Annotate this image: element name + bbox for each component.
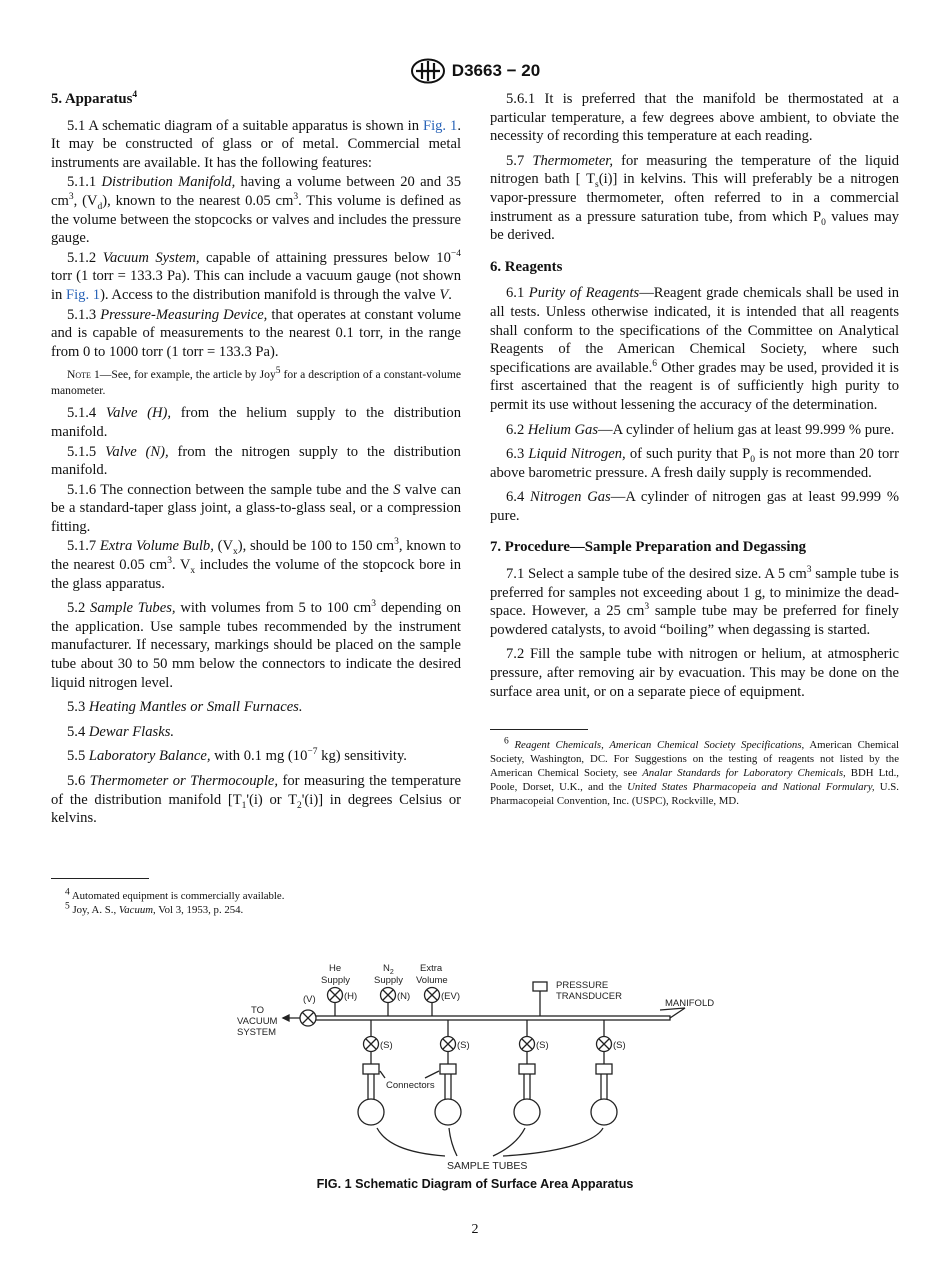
svg-text:He: He (329, 963, 342, 974)
right-column (490, 90, 899, 808)
note-1: Note 1—See, for example, the article by Joy$^5$ for a description of a constant-volume manometer. (51, 366, 461, 397)
fig1-link[interactable]: Fig. 1 (422, 117, 458, 134)
sample-station-2 (435, 1020, 470, 1125)
sample-station-1 (358, 1020, 393, 1125)
para-5-5: 5.5 Laboratory Balance, with 0.1 mg ($10^{-7}$ kg) sensitivity. (67, 747, 407, 765)
svg-text:Supply: Supply (321, 975, 351, 986)
footnote-4: $^4$ Automated equipment is commercially available. (65, 887, 285, 902)
para-5-6: 5.6 Thermometer or Thermocouple, for measuring the temperature of the distribution manifold [$T_1'(i)$ or $T_2'(i)$] in degrees Celsius or kelvins. (51, 773, 461, 827)
section-7-heading: 7. Procedure—Sample Preparation and Degassing (490, 539, 807, 556)
fig1-link[interactable]: Fig. 1 (66, 286, 101, 303)
svg-text:(S): (S) (457, 1040, 470, 1051)
para-6-2: 6.2 Helium Gas—A cylinder of helium gas at least 99.999 % pure. (506, 421, 895, 438)
sample-station-3 (514, 1020, 549, 1125)
para-5-1-7: 5.1.7 Extra Volume Bulb, $(V_x)$, should be 100 to 150 $cm^3$, known to the nearest 0.05 $cm^3$. $V_x$ includes the volume of the stopcock bore in the glass apparatus. (51, 537, 461, 592)
para-5-7: 5.7 Thermometer, for measuring the temperature of the liquid nitrogen bath [ $T_s(i)$] in kelvins. This will preferably be a nitrogen vapor-pressure thermometer, often referred to in a commercial instrument as a pressure saturation tube, from which $P_0$ values may be derived. (490, 152, 900, 244)
para-5-1-2: 5.1.2 Vacuum System, capable of attaining pressures below $10^{-4}$ torr (1 torr = 133.3 Pa). This can include a vacuum gauge (not shown in Fig. 1). Access to the distribution manifold is through the valve V. (51, 248, 461, 303)
page-header (0, 58, 950, 84)
svg-text:(V): (V) (303, 994, 316, 1005)
para-6-4: 6.4 Nitrogen Gas—A cylinder of nitrogen gas at least 99.999 % pure. (490, 489, 900, 524)
para-5-1: 5.1 A schematic diagram of a suitable apparatus is shown in Fig. 1. It may be constructed of glass or of metal. Commercial metal instruments are available. It has the following features: (51, 117, 461, 171)
para-5-3: 5.3 Heating Mantles or Small Furnaces. (67, 699, 303, 716)
svg-text:PRESSURE: PRESSURE (556, 980, 609, 991)
para-7-2: 7.2 Fill the sample tube with nitrogen or helium, at atmospheric pressure, after removing air by evacuation. This may be done on the surface area unit, or on a separate piece of equipment. (490, 646, 899, 700)
para-6-3: 6.3 Liquid Nitrogen, of such purity that $P_0$ is not more than 20 torr above barometric pressure. A fresh daily supply is recommended. (490, 446, 899, 481)
para-6-1: 6.1 Purity of Reagents—Reagent grade chemicals shall be used in all tests. Unless otherwise indicated, it is intended that all reagents shall conform to the specifications of the Committee on Analytical Reagents of the American Chemical Society, where such specifications are available.$^6$ Other grades may be used, provided it is first ascertained that the reagent is of sufficiently high purity to permit its use without lessening the accuracy of the determination. (490, 285, 900, 413)
svg-text:SYSTEM: SYSTEM (237, 1027, 277, 1038)
svg-text:VACUUM: VACUUM (237, 1016, 278, 1027)
footnote-5: $^5$ Joy, A. S., Vacuum, Vol 3, 1953, p. 254. (65, 901, 244, 916)
svg-text:(S): (S) (380, 1040, 393, 1051)
svg-text:Connectors: Connectors (386, 1080, 435, 1091)
label-manifold: MANIFOLD (665, 998, 715, 1009)
svg-text:N2: $N_2$ (383, 963, 394, 976)
left-column (51, 90, 461, 917)
para-5-4: 5.4 Dewar Flasks. (67, 723, 175, 740)
svg-text:Supply: Supply (374, 975, 404, 986)
svg-text:Extra: Extra (420, 963, 443, 974)
section-6-heading: 6. Reagents (490, 258, 563, 275)
svg-text:(S): (S) (613, 1040, 626, 1051)
svg-text:TO: TO (251, 1005, 265, 1016)
svg-text:Volume: Volume (416, 975, 448, 986)
para-5-1-5: 5.1.5 Valve (N), from the nitrogen supply to the distribution manifold. (51, 443, 461, 479)
document-designation: D3663 − 20 (451, 61, 541, 80)
svg-text:(S): (S) (536, 1040, 549, 1051)
para-5-6-1: 5.6.1 It is preferred that the manifold be thermostated at a particular temperature, a few degrees above ambient, to obviate the necessity of recording this temperature at each reading. (490, 91, 899, 145)
manifold-pipe (315, 1016, 670, 1020)
para-5-1-3: 5.1.3 Pressure-Measuring Device, that operates at constant volume and is capable of measurements to the nearest 0.1 torr, in the range from 0 to 1000 torr (1 torr = 133.3 Pa). (51, 306, 461, 360)
footnote-rule (51, 878, 149, 879)
figure-caption: FIG. 1 Schematic Diagram of Surface Area Apparatus (316, 1177, 634, 1191)
para-5-1-4: 5.1.4 Valve (H), from the helium supply to the distribution manifold. (51, 405, 461, 440)
astm-logo-icon (410, 58, 446, 84)
svg-text:(H): (H) (344, 991, 358, 1002)
sample-station-4 (591, 1020, 626, 1125)
apparatus-schematic (225, 958, 725, 1186)
para-5-1-1: 5.1.1 Distribution Manifold, having a volume between 20 and 35 $cm^3$, $(V_d)$, known to the nearest 0.05 $cm^3$. This volume is defined as the volume between the stopcocks or valves and includes the pressure gauge. (51, 174, 462, 247)
svg-text:(EV): (EV) (441, 991, 460, 1002)
page-number: 2 (471, 1222, 479, 1237)
pressure-transducer-icon (533, 982, 547, 991)
para-7-1: 7.1 Select a sample tube of the desired size. A 5 $cm^3$ sample tube is preferred for samples not exceeding about 1 g, to minimize the dead-space. However, a 25 $cm^3$ sample tube may be preferred for finely powdered catalysts, to avoid “boiling” when degassing is started. (490, 565, 899, 638)
para-5-1-6: 5.1.6 The connection between the sample tube and the S valve can be a standard-taper glass joint, a glass-to-glass seal, or a compression fitting. (51, 481, 461, 535)
section-5-heading: 5. Apparatus$^4$ (51, 90, 138, 107)
label-sample-tubes: SAMPLE TUBES (447, 1160, 528, 1172)
svg-text:TRANSDUCER: TRANSDUCER (556, 991, 622, 1002)
svg-text:(N): (N) (397, 991, 411, 1002)
footnote-rule (490, 729, 588, 730)
para-5-2: 5.2 Sample Tubes, with volumes from 5 to 100 $cm^3$ depending on the application. Use sample tubes recommended by the instrument manufacturer. If necessary, markings should be placed on the sample tube about 30 to 50 mm below the connectors to indicate the desired liquid nitrogen level. (51, 599, 461, 691)
footnote-6: $^6$ Reagent Chemicals, American Chemical Society Specifications, American Chemical Society, Washington, DC. For Suggestions on the testing of reagents not listed by the American Chemical Society, see Analar Standards for Laboratory Chemicals, BDH Ltd., Poole, Dorset, U.K., and the United States Pharmacopeia and National Formulary, U.S. Pharmacopeial Convention, Inc. (USPC), Rockville, MD. (490, 736, 899, 808)
